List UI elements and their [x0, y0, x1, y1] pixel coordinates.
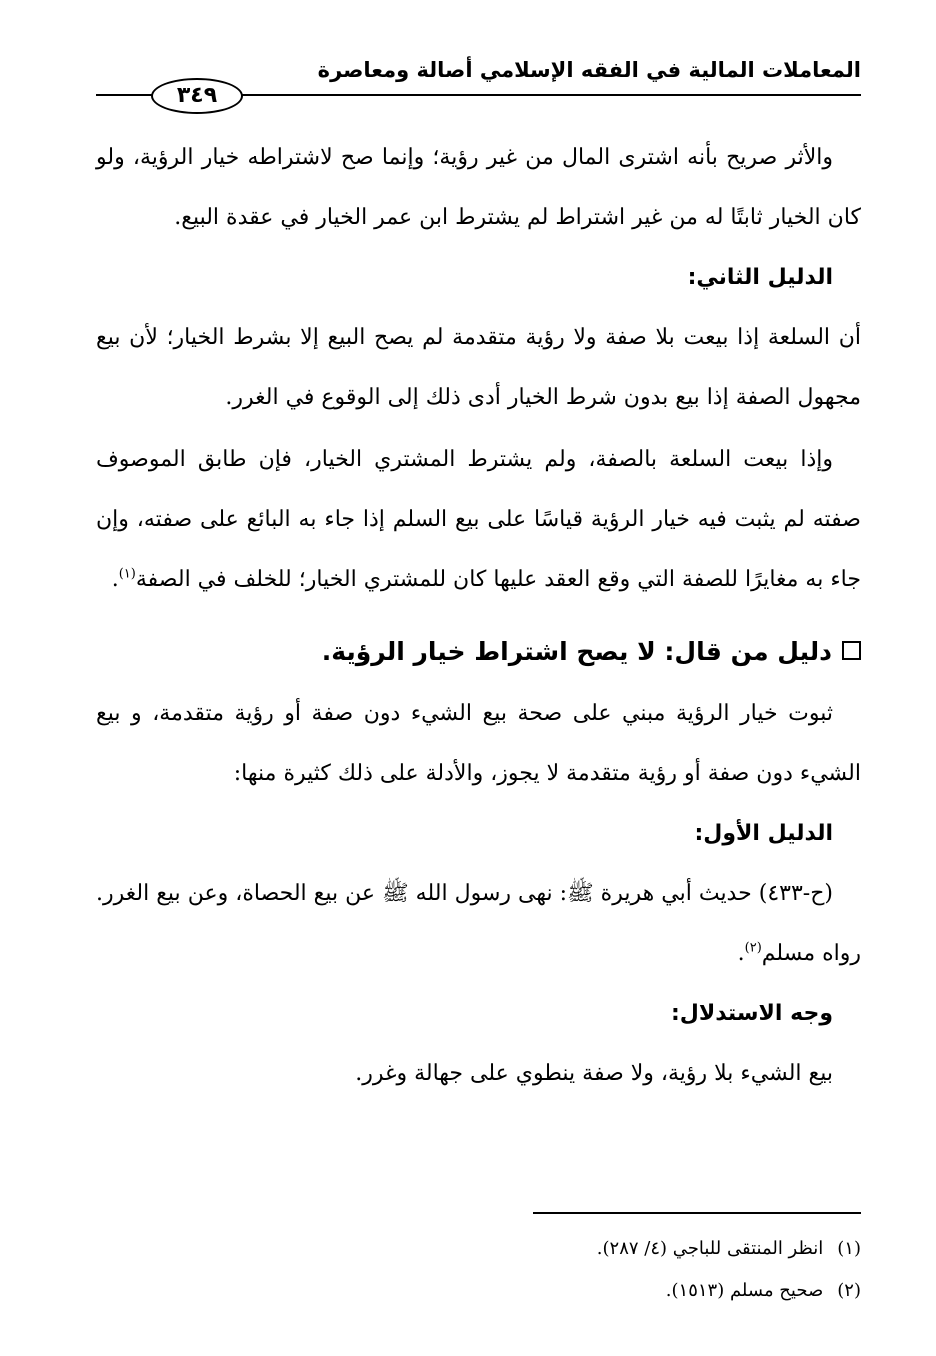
paragraph-3-end: . — [111, 567, 119, 592]
footnote-ref-1: (١) — [118, 566, 136, 582]
footnote-ref-2: (٢) — [744, 940, 762, 956]
square-bullet-icon — [842, 641, 861, 660]
footnote-separator — [533, 1212, 861, 1214]
running-header — [96, 52, 861, 108]
first-evidence-heading: الدليل الأول: — [694, 821, 833, 846]
paragraph-6: بيع الشيء بلا رؤية، ولا صفة ينطوي على جهالة وغرر. — [355, 1061, 833, 1086]
paragraph-5-end: . — [737, 941, 745, 966]
section-heading — [96, 628, 861, 676]
inference-heading: وجه الاستدلال: — [670, 1001, 833, 1026]
paragraph-1: والأثر صريح بأنه اشترى المال من غير رؤية؛ وإنما صح لاشتراطه خيار الرؤية، ولو كان الخيار ثابتًا له من غير اشتراط لم يشترط ابن عمر الخيار في عقدة البيع. — [96, 145, 861, 230]
second-evidence-heading: الدليل الثاني: — [687, 265, 833, 290]
paragraph-5-text: (ح-٤٣٣) حديث أبي هريرة ﷺ: نهى رسول الله ﷺ عن بيع الحصاة، وعن بيع الغرر. رواه مسلم — [96, 881, 861, 966]
footnote-2 — [96, 1270, 861, 1312]
paragraph-5 — [96, 864, 861, 984]
main-text — [96, 128, 861, 1104]
footnote-1 — [96, 1228, 861, 1270]
footnote-text: صحيح مسلم (١٥١٣). — [665, 1280, 824, 1301]
footnote-number: (٢) — [837, 1280, 861, 1301]
paragraph-2: أن السلعة إذا بيعت بلا صفة ولا رؤية متقدمة لم يصح البيع إلا بشرط الخيار؛ لأن بيع مجهول الصفة إذا بيع بدون شرط الخيار أدى ذلك إلى الوقوع في الغرر. — [96, 325, 861, 410]
footnote-number: (١) — [837, 1238, 861, 1259]
section-heading-text: دليل من قال: لا يصح اشتراط خيار الرؤية. — [321, 637, 832, 666]
page-number: ٣٤٩ — [151, 78, 243, 114]
paragraph-3-text: وإذا بيعت السلعة بالصفة، ولم يشترط المشتري الخيار، فإن طابق الموصوف صفته لم يثبت فيه خيار الرؤية قياسًا على بيع السلم إذا جاء به البائع على صفته، وإن جاء به مغايرًا للصفة التي وقع العقد عليها كان للمشتري الخيار؛ للخلف في الصفة — [96, 447, 861, 592]
footnotes — [96, 1228, 861, 1312]
header-title: المعاملات المالية في الفقه الإسلامي أصالة ومعاصرة — [317, 58, 861, 82]
footnote-text: انظر المنتقى للباجي (٤/ ٢٨٧). — [596, 1238, 824, 1259]
paragraph-3 — [96, 430, 861, 610]
paragraph-4: ثبوت خيار الرؤية مبني على صحة بيع الشيء دون صفة أو رؤية متقدمة، و بيع الشيء دون صفة أو رؤية متقدمة لا يجوز، والأدلة على ذلك كثيرة منها: — [96, 701, 861, 786]
